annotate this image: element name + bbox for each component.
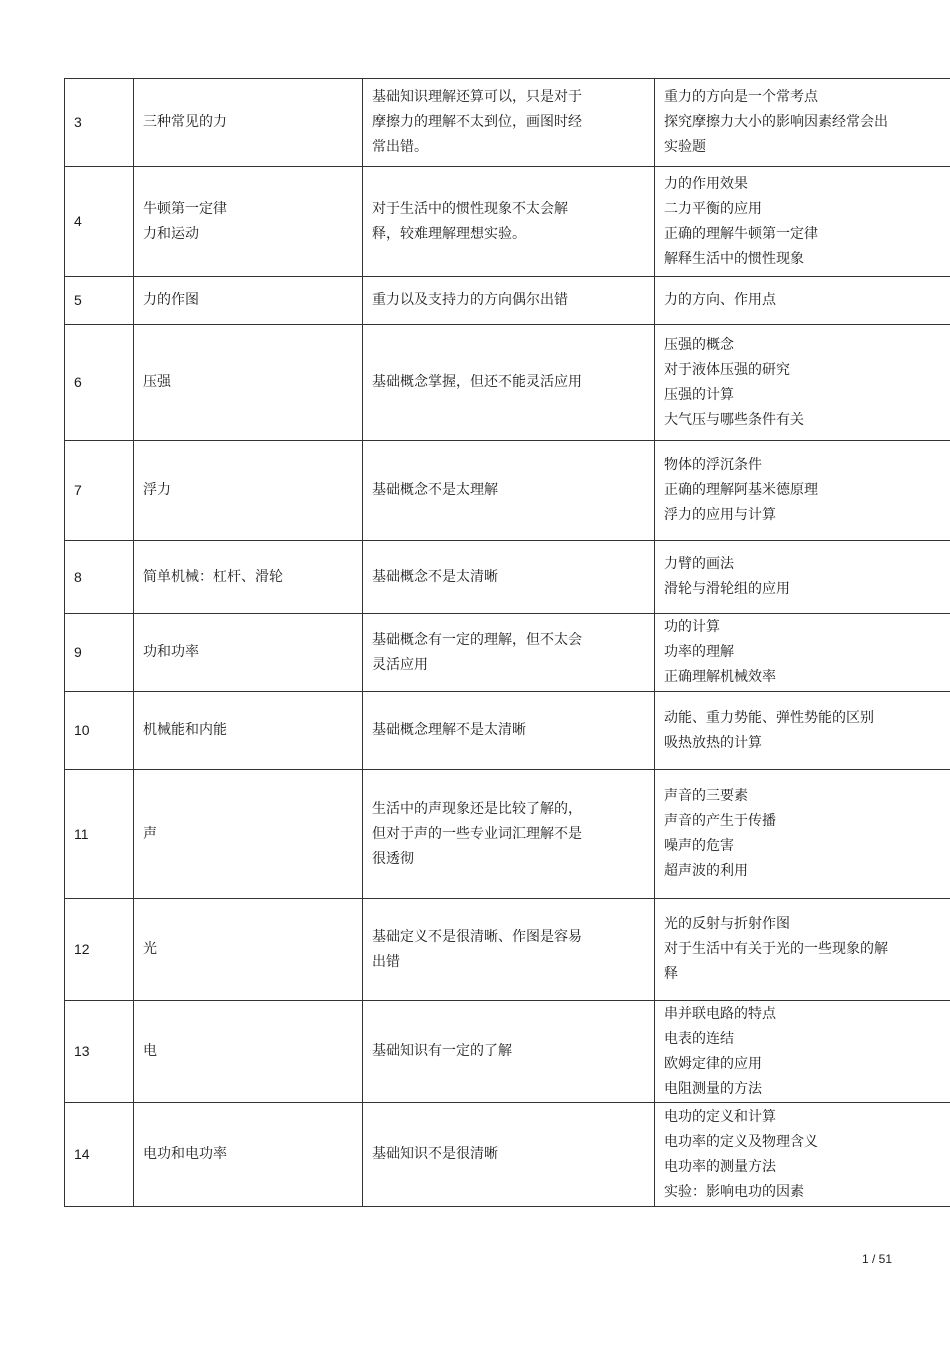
focus-line: 电功的定义和计算 xyxy=(664,1108,776,1125)
row-number-cell xyxy=(65,614,134,692)
focus-line: 力臂的画法 xyxy=(664,556,734,572)
evaluation-cell xyxy=(363,770,655,899)
row-number: 8 xyxy=(74,568,82,585)
table-row xyxy=(65,899,950,1001)
row-number-cell xyxy=(65,1103,134,1207)
knowledge-table xyxy=(64,78,950,1207)
focus-line: 对于液体压强的研究 xyxy=(664,361,790,378)
evaluation-line: 基础概念不是太清晰 xyxy=(372,568,498,585)
row-number-cell xyxy=(65,770,134,899)
table-row xyxy=(65,79,950,167)
evaluation-line: 出错 xyxy=(372,953,400,970)
focus-line: 功率的理解 xyxy=(664,644,734,660)
evaluation-cell xyxy=(363,1103,655,1207)
focus-line: 动能、重力势能、弹性势能的区别 xyxy=(664,709,874,726)
focus-line: 吸热放热的计算 xyxy=(664,734,762,751)
table-row xyxy=(65,441,950,541)
focus-line: 大气压与哪些条件有关 xyxy=(664,411,804,428)
table-row xyxy=(65,325,950,441)
focus-line: 二力平衡的应用 xyxy=(664,200,762,217)
row-number: 10 xyxy=(74,722,90,738)
table-row xyxy=(65,277,950,325)
evaluation-cell xyxy=(363,79,655,167)
topic-text: 电 xyxy=(143,1043,157,1059)
topic-text: 电功和电功率 xyxy=(143,1146,227,1162)
evaluation-cell xyxy=(363,692,655,770)
topic-text: 压强 xyxy=(143,374,171,390)
row-number: 13 xyxy=(74,1043,90,1059)
topic-text: 功和功率 xyxy=(143,644,199,660)
evaluation-cell xyxy=(363,541,655,614)
focus-line: 噪声的危害 xyxy=(664,838,734,854)
focus-cell xyxy=(655,1103,950,1207)
evaluation-line: 对于生活中的惯性现象不太会解 xyxy=(372,200,568,217)
focus-cell xyxy=(655,770,950,899)
evaluation-line: 基础定义不是很清晰、作图是容易 xyxy=(372,928,582,945)
focus-line: 电功率的测量方法 xyxy=(664,1158,776,1175)
row-number-cell xyxy=(65,79,134,167)
evaluation-cell xyxy=(363,325,655,441)
topic-cell xyxy=(134,1103,363,1207)
focus-line: 实验：影响电功的因素 xyxy=(664,1183,804,1200)
row-number-cell xyxy=(65,1001,134,1103)
topic-text: 力和运动 xyxy=(143,225,199,242)
row-number-cell xyxy=(65,167,134,277)
focus-line: 实验题 xyxy=(664,139,706,155)
focus-line: 解释生活中的惯性现象 xyxy=(664,250,804,267)
focus-line: 电表的连结 xyxy=(664,1030,734,1047)
evaluation-line: 灵活应用 xyxy=(372,656,428,673)
topic-text: 声 xyxy=(143,825,157,842)
table-row xyxy=(65,614,950,692)
row-number-cell xyxy=(65,541,134,614)
table-row xyxy=(65,1103,950,1207)
topic-cell xyxy=(134,79,363,167)
focus-cell xyxy=(655,79,950,167)
focus-line: 光的反射与折射作图 xyxy=(664,916,790,932)
table-row xyxy=(65,1001,950,1103)
evaluation-line: 生活中的声现象还是比较了解的， xyxy=(372,800,582,817)
evaluation-cell xyxy=(363,614,655,692)
evaluation-line: 基础知识有一定的了解 xyxy=(372,1043,512,1059)
focus-line: 对于生活中有关于光的一些现象的解 xyxy=(664,941,888,957)
focus-line: 串并联电路的特点 xyxy=(664,1005,776,1022)
topic-text: 简单机械：杠杆、滑轮 xyxy=(143,568,283,585)
focus-line: 压强的计算 xyxy=(664,386,734,403)
evaluation-cell xyxy=(363,167,655,277)
row-number: 12 xyxy=(74,941,90,957)
focus-line: 电功率的定义及物理含义 xyxy=(664,1133,818,1150)
evaluation-line: 释，较难理解理想实验。 xyxy=(372,225,526,242)
focus-cell xyxy=(655,692,950,770)
topic-text: 牛顿第一定律 xyxy=(143,200,227,217)
focus-line: 功的计算 xyxy=(664,619,720,635)
evaluation-line: 基础概念掌握，但还不能灵活应用 xyxy=(372,374,582,390)
row-number: 9 xyxy=(74,644,82,660)
focus-line: 探究摩擦力大小的影响因素经常会出 xyxy=(664,114,888,130)
evaluation-line: 基础概念有一定的理解，但不太会 xyxy=(372,631,582,648)
row-number-cell xyxy=(65,325,134,441)
table-body xyxy=(65,79,950,1207)
focus-line: 滑轮与滑轮组的应用 xyxy=(664,581,790,597)
row-number: 6 xyxy=(74,374,82,390)
row-number: 11 xyxy=(74,825,89,842)
topic-cell xyxy=(134,277,363,325)
focus-line: 物体的浮沉条件 xyxy=(664,457,762,473)
row-number: 14 xyxy=(74,1146,90,1162)
topic-cell xyxy=(134,692,363,770)
focus-line: 压强的概念 xyxy=(664,336,734,353)
focus-line: 力的方向、作用点 xyxy=(664,292,776,308)
focus-line: 欧姆定律的应用 xyxy=(664,1055,762,1072)
topic-text: 力的作图 xyxy=(143,292,199,308)
row-number: 4 xyxy=(74,213,82,229)
focus-cell xyxy=(655,277,950,325)
evaluation-cell xyxy=(363,277,655,325)
focus-cell xyxy=(655,167,950,277)
evaluation-line: 基础知识不是很清晰 xyxy=(372,1146,498,1162)
topic-text: 三种常见的力 xyxy=(143,114,227,130)
evaluation-line: 但对于声的一些专业词汇理解不是 xyxy=(372,825,582,842)
row-number: 7 xyxy=(74,482,82,498)
table-row xyxy=(65,770,950,899)
focus-cell xyxy=(655,614,950,692)
topic-cell xyxy=(134,167,363,277)
table-row xyxy=(65,167,950,277)
table-row xyxy=(65,692,950,770)
focus-line: 正确的理解阿基米德原理 xyxy=(664,482,818,498)
page-number: 1 / 51 xyxy=(861,1252,892,1266)
focus-line: 释 xyxy=(664,966,678,982)
row-number: 3 xyxy=(74,114,82,130)
focus-line: 电阻测量的方法 xyxy=(664,1080,762,1097)
topic-cell xyxy=(134,899,363,1001)
focus-line: 超声波的利用 xyxy=(664,863,748,879)
focus-line: 正确理解机械效率 xyxy=(664,669,776,685)
evaluation-cell xyxy=(363,441,655,541)
focus-line: 声音的产生于传播 xyxy=(664,813,776,829)
evaluation-line: 基础概念不是太理解 xyxy=(372,482,498,498)
topic-text: 机械能和内能 xyxy=(143,722,227,738)
topic-text: 浮力 xyxy=(143,482,171,498)
topic-cell xyxy=(134,325,363,441)
evaluation-line: 摩擦力的理解不太到位，画图时经 xyxy=(372,114,582,130)
focus-cell xyxy=(655,325,950,441)
row-number-cell xyxy=(65,899,134,1001)
row-number: 5 xyxy=(74,292,82,308)
topic-cell xyxy=(134,1001,363,1103)
evaluation-cell xyxy=(363,1001,655,1103)
focus-line: 声音的三要素 xyxy=(664,788,748,804)
evaluation-line: 基础概念理解不是太清晰 xyxy=(372,722,526,738)
focus-cell xyxy=(655,441,950,541)
focus-cell xyxy=(655,541,950,614)
topic-cell xyxy=(134,770,363,899)
focus-line: 正确的理解牛顿第一定律 xyxy=(664,225,818,242)
row-number-cell xyxy=(65,277,134,325)
row-number-cell xyxy=(65,692,134,770)
evaluation-line: 常出错。 xyxy=(372,139,428,155)
focus-cell xyxy=(655,1001,950,1103)
table-row xyxy=(65,541,950,614)
focus-line: 力的作用效果 xyxy=(664,175,748,192)
evaluation-cell xyxy=(363,899,655,1001)
evaluation-line: 重力以及支持力的方向偶尔出错 xyxy=(372,292,568,308)
focus-line: 浮力的应用与计算 xyxy=(664,507,776,523)
topic-cell xyxy=(134,441,363,541)
focus-cell xyxy=(655,899,950,1001)
topic-cell xyxy=(134,614,363,692)
evaluation-line: 很透彻 xyxy=(372,850,414,867)
focus-line: 重力的方向是一个常考点 xyxy=(664,89,818,105)
row-number-cell xyxy=(65,441,134,541)
topic-cell xyxy=(134,541,363,614)
evaluation-line: 基础知识理解还算可以，只是对于 xyxy=(372,89,582,105)
topic-text: 光 xyxy=(143,941,157,957)
